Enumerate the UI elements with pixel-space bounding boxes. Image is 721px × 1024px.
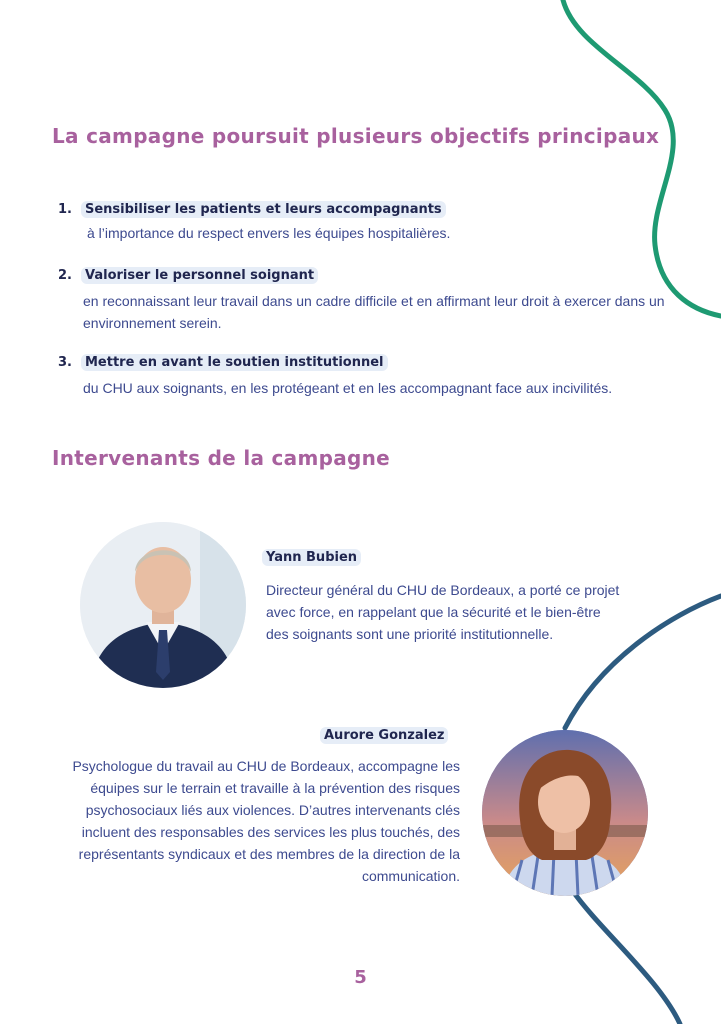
speaker-photo-aurore-gonzalez — [482, 730, 648, 896]
speaker-description: Directeur général du CHU de Bordeaux, a porté ce projet avec force, en rappelant que la sécurité et le bien-être des soignants sont une priorité institutionnelle. — [266, 582, 620, 642]
objective-item — [58, 266, 688, 334]
objective-number: 3. — [58, 355, 72, 370]
speaker-name: Yann Bubien — [262, 549, 361, 566]
objective-title: Sensibiliser les patients et leurs accompagnants — [81, 201, 446, 218]
objective-text: en reconnaissant leur travail dans un cadre difficile et en affirmant leur droit à exercer dans un environnement serein. — [83, 293, 665, 331]
speaker-photo-yann-bubien — [80, 522, 246, 688]
page-number: 5 — [354, 967, 367, 988]
speakers-heading: Intervenants de la campagne — [52, 446, 391, 470]
objective-item — [58, 353, 688, 399]
objective-number: 1. — [58, 202, 72, 217]
objective-title: Valoriser le personnel soignant — [81, 267, 318, 284]
objective-number: 2. — [58, 268, 72, 283]
objective-text: à l’importance du respect envers les équipes hospitalières. — [87, 225, 451, 241]
objective-title: Mettre en avant le soutien institutionnel — [81, 354, 388, 371]
objectives-heading: La campagne poursuit plusieurs objectifs principaux — [52, 124, 660, 148]
speaker-description: Psychologue du travail au CHU de Bordeaux, accompagne les équipes sur le terrain et travaille à la prévention des risques psychosociaux liés aux violences. D’autres intervenants clés incluent des responsables des services les plus touchés, des représentants syndicaux et des membres de la direction de la communication. — [72, 758, 460, 884]
objective-item — [58, 200, 688, 244]
blue-wave-curve-lower — [572, 890, 680, 1024]
speaker-name: Aurore Gonzalez — [320, 727, 448, 744]
objective-text: du CHU aux soignants, en les protégeant et en les accompagnant face aux incivilités. — [83, 380, 613, 396]
